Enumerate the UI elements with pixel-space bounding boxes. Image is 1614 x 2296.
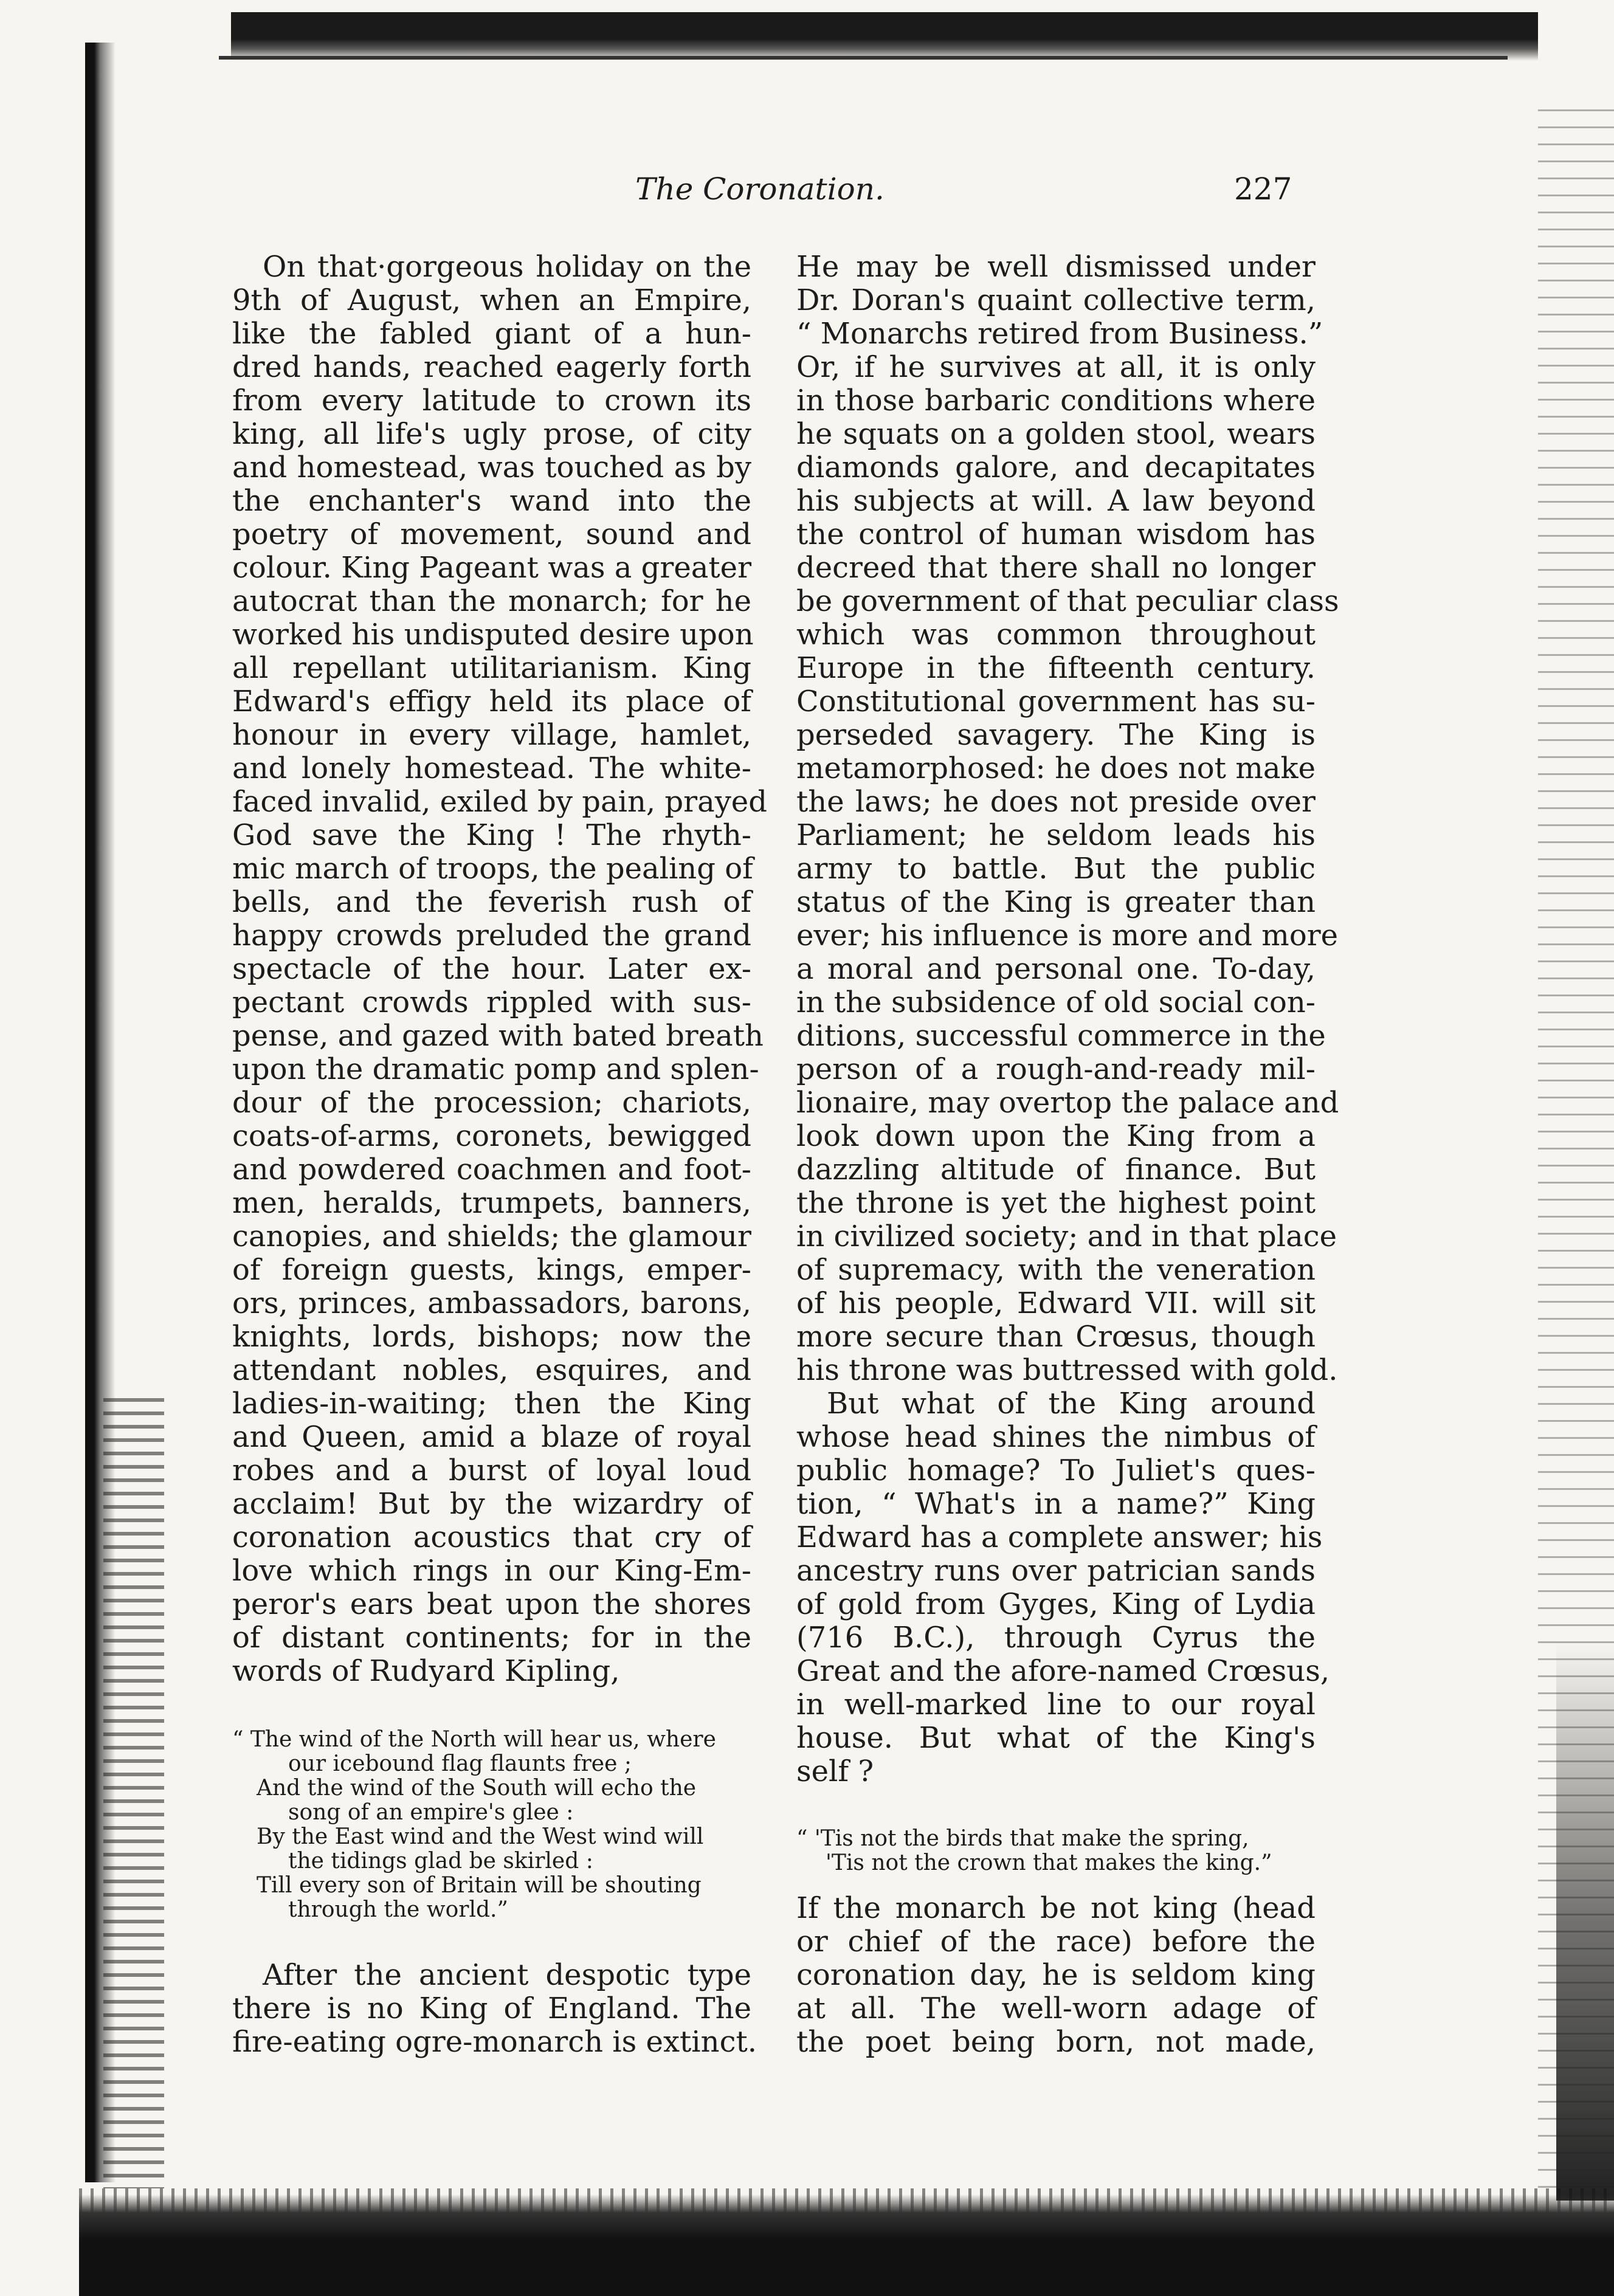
scan-shadow-bottom	[79, 2194, 1614, 2296]
quote-line: “ 'Tis not the birds that make the spring,	[796, 1826, 1249, 1851]
text-line: tion, “ What's in a name?” King	[796, 1487, 1316, 1521]
text-line: robes and a burst of loyal loud	[232, 1453, 751, 1488]
text-line: army to battle. But the public	[796, 852, 1316, 886]
scan-shadow-top	[231, 12, 1538, 61]
text-line: the throne is yet the highest point	[796, 1186, 1316, 1220]
text-line: king, all life's ugly prose, of city	[232, 417, 751, 451]
quote-line: 'Tis not the crown that makes the king.”	[826, 1850, 1272, 1875]
text-line: men, heralds, trumpets, banners,	[232, 1186, 751, 1220]
text-line: a moral and personal one. To-day,	[796, 952, 1316, 986]
text-line: pectant crowds rippled with sus-	[232, 985, 751, 1019]
text-line: of his people, Edward VII. will sit	[796, 1286, 1316, 1320]
quote-line: the tidings glad be skirled :	[288, 1849, 593, 1874]
text-line: spectacle of the hour. Later ex-	[232, 952, 751, 986]
text-line: canopies, and shields; the glamour	[232, 1219, 751, 1253]
scan-shadow-right	[1556, 1641, 1614, 2201]
text-line: colour. King Pageant was a greater	[232, 551, 752, 585]
text-line: worked his undisputed desire upon	[232, 618, 754, 652]
text-line: On that·gorgeous holiday on the	[263, 250, 751, 284]
text-line: lionaire, may overtop the palace and	[796, 1086, 1339, 1120]
text-line: coats-of-arms, coronets, bewigged	[232, 1119, 751, 1153]
right-paragraph-1	[796, 250, 1339, 1387]
text-line: be government of that peculiar class	[796, 584, 1339, 618]
text-line: in civilized society; and in that place	[796, 1219, 1337, 1253]
text-line: honour in every village, hamlet,	[232, 718, 751, 752]
text-line: words of Rudyard Kipling,	[232, 1654, 620, 1688]
text-line: of distant continents; for in the	[232, 1621, 751, 1655]
scan-rule-top	[219, 56, 1508, 60]
proverb-quote	[796, 1827, 1331, 1875]
text-line: ors, princes, ambassadors, barons,	[232, 1286, 751, 1320]
left-paragraph-2	[232, 1958, 757, 2059]
text-line: dour of the procession; chariots,	[232, 1086, 751, 1120]
text-line: look down upon the King from a	[796, 1119, 1316, 1153]
text-line: of gold from Gyges, King of Lydia	[796, 1587, 1316, 1621]
text-line: he squats on a golden stool, wears	[796, 417, 1316, 451]
text-line: After the ancient despotic type	[263, 1958, 751, 1992]
page-number: 227	[1234, 171, 1292, 207]
text-line: Constitutional government has su-	[796, 684, 1316, 719]
right-paragraph-3	[796, 1892, 1316, 2059]
text-line: and Queen, amid a blaze of royal	[232, 1420, 751, 1454]
quote-line: Till every son of Britain will be shouting	[257, 1873, 702, 1898]
text-line: all repellant utilitarianism. King	[232, 651, 751, 685]
quote-line: our icebound flag flaunts free ;	[288, 1751, 632, 1776]
text-line: self ?	[796, 1754, 874, 1788]
text-line: ladies-in-waiting; then the King	[232, 1387, 751, 1421]
text-line: of foreign guests, kings, emper-	[232, 1253, 751, 1287]
text-line: love which rings in our King-Em-	[232, 1554, 751, 1588]
text-line: person of a rough-and-ready mil-	[796, 1052, 1316, 1086]
text-line: there is no King of England. The	[232, 1991, 751, 2025]
text-line: Great and the afore-named Crœsus,	[796, 1654, 1330, 1688]
text-line: ditions, successful commerce in the	[796, 1019, 1326, 1053]
text-line: fire-eating ogre-monarch is extinct.	[232, 2025, 757, 2059]
text-line: But what of the King around	[827, 1387, 1316, 1421]
text-line: in those barbaric conditions where	[796, 384, 1316, 418]
text-line: peror's ears beat upon the shores	[232, 1587, 751, 1621]
text-line: and lonely homestead. The white-	[232, 751, 751, 785]
text-line: the control of human wisdom has	[796, 517, 1316, 551]
text-line: knights, lords, bishops; now the	[232, 1320, 751, 1354]
text-line: metamorphosed: he does not make	[796, 751, 1316, 785]
text-line: his throne was buttressed with gold.	[796, 1353, 1338, 1387]
text-line: Europe in the fifteenth century.	[796, 651, 1316, 685]
text-line: whose head shines the nimbus of	[796, 1420, 1316, 1454]
text-line: diamonds galore, and decapitates	[796, 450, 1316, 484]
text-line: Parliament; he seldom leads his	[796, 818, 1316, 852]
text-line: the enchanter's wand into the	[232, 484, 751, 518]
text-line: Or, if he survives at all, it is only	[796, 350, 1316, 384]
text-line: in well-marked line to our royal	[796, 1688, 1316, 1722]
text-line: of supremacy, with the veneration	[796, 1253, 1316, 1287]
left-paragraph-1	[232, 250, 767, 1688]
text-line: decreed that there shall no longer	[796, 551, 1316, 585]
text-line: and homestead, was touched as by	[232, 450, 751, 484]
text-line: and powdered coachmen and foot-	[232, 1153, 751, 1187]
text-line: upon the dramatic pomp and splen-	[232, 1052, 759, 1086]
right-paragraph-2	[796, 1387, 1330, 1788]
text-line: God save the King ! The rhyth-	[232, 818, 751, 852]
text-line: perseded savagery. The King is	[796, 718, 1316, 752]
text-line: If the monarch be not king (head	[796, 1891, 1316, 1925]
text-line: poetry of movement, sound and	[232, 517, 751, 551]
text-line: which was common throughout	[796, 618, 1316, 652]
kipling-quote	[232, 1728, 755, 1922]
quote-line: And the wind of the South will echo the	[257, 1776, 697, 1801]
quote-line: song of an empire's glee :	[288, 1800, 574, 1825]
text-line: at all. The well-worn adage of	[796, 1991, 1316, 2025]
text-line: attendant nobles, esquires, and	[232, 1353, 751, 1387]
text-line: Edward has a complete answer; his	[796, 1520, 1323, 1554]
text-line: autocrat than the monarch; for he	[232, 584, 751, 618]
quote-line: “ The wind of the North will hear us, where	[232, 1727, 716, 1752]
text-line: pense, and gazed with bated breath	[232, 1019, 764, 1053]
text-line: or chief of the race) before the	[796, 1925, 1316, 1959]
text-line: the laws; he does not preside over	[796, 785, 1316, 819]
quote-line: through the world.”	[288, 1897, 508, 1922]
text-line: acclaim! But by the wizardry of	[232, 1487, 751, 1521]
text-line: bells, and the feverish rush of	[232, 885, 751, 919]
text-line: mic march of troops, the pealing of	[232, 852, 753, 886]
text-line: dred hands, reached eagerly forth	[232, 350, 751, 384]
text-line: He may be well dismissed under	[796, 250, 1316, 284]
text-line: the poet being born, not made,	[796, 2025, 1316, 2059]
text-line: status of the King is greater than	[796, 885, 1316, 919]
scan-grain-left	[103, 1398, 164, 2188]
text-line: public homage? To Juliet's ques-	[796, 1453, 1316, 1488]
text-line: (716 B.C.), through Cyrus the	[796, 1621, 1316, 1655]
left-column	[232, 250, 767, 1688]
running-title: The Coronation.	[635, 171, 885, 207]
text-line: dazzling altitude of finance. But	[796, 1153, 1316, 1187]
text-line: faced invalid, exiled by pain, prayed	[232, 785, 767, 819]
text-line: Edward's effigy held its place of	[232, 684, 751, 719]
text-line: like the fabled giant of a hun-	[232, 317, 751, 351]
text-line: more secure than Crœsus, though	[796, 1320, 1316, 1354]
text-line: ever; his influence is more and more	[796, 919, 1339, 953]
text-line: happy crowds preluded the grand	[232, 919, 751, 953]
text-line: from every latitude to crown its	[232, 384, 751, 418]
quote-line: By the East wind and the West wind will	[257, 1824, 704, 1849]
text-line: “ Monarchs retired from Business.”	[796, 317, 1323, 351]
text-line: coronation day, he is seldom king	[796, 1958, 1316, 1992]
text-line: house. But what of the King's	[796, 1721, 1316, 1755]
text-line: coronation acoustics that cry of	[232, 1520, 751, 1554]
text-line: in the subsidence of old social con-	[796, 985, 1316, 1019]
text-line: Dr. Doran's quaint collective term,	[796, 283, 1316, 317]
right-column	[796, 250, 1339, 1788]
text-line: 9th of August, when an Empire,	[232, 283, 751, 317]
text-line: ancestry runs over patrician sands	[796, 1554, 1316, 1588]
text-line: his subjects at will. A law beyond	[796, 484, 1316, 518]
